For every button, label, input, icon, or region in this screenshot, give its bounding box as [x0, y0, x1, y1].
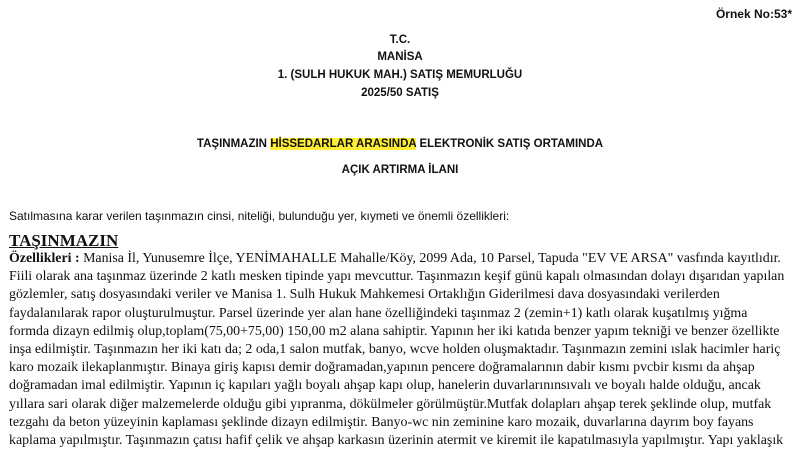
section-heading: TAŞINMAZIN — [9, 231, 119, 250]
description-line: faydalanılarak rapor oluşturulmuştur. Parsel üzerinde yer alan hane özelliğindeki taşınmaz 2 (zemin+1) katlı olarak kuşatılmış yığma — [9, 305, 748, 321]
description-line: formda dizayn edilmiş olup,toplam(75,00+75,00) 150,00 m2 alana sahiptir. Yapının her iki katıda benzer yapım tekniği ve benzer özellikte — [9, 323, 780, 339]
sample-number: Örnek No:53* — [715, 7, 792, 21]
notice-title — [0, 138, 800, 150]
title-highlight: HİSSEDARLAR ARASINDA — [270, 138, 417, 150]
description-line — [9, 250, 795, 268]
header-file-number: 2025/50 SATIŞ — [361, 87, 439, 99]
description-first-text: Manisa İl, Yunusemre İlçe, YENİMAHALLE Mahalle/Köy, 2099 Ada, 10 Parsel, Tapuda "EV VE ARSA" vasfında kayıtlıdır. — [79, 251, 781, 266]
description-line: karo mozaik ilekaplanmıştır. Binaya giriş kapısı demir doğramadan,yapının pencere doğramalarının dabir kısmı pvcbir kısmı da ahşap — [9, 360, 755, 376]
features-label: Özellikleri : — [9, 251, 80, 266]
intro-text: Satılmasına karar verilen taşınmazın cinsi, niteliği, bulunduğu yer, kıymeti ve önemli özellikleri: — [9, 209, 510, 223]
description-line: kaplama yapılmıştır. Taşınmazın çatısı hafif çelik ve ahşap karkasın üzerinin atermit ve kiremit ile kapatılmasıyla yapılmıştır. Yapı yaklaşık — [9, 433, 784, 449]
description-line: inşa edilmiştir. Taşınmazın her iki katı da; 2 oda,1 salon mutfak, banyo, wcve holden oluşmaktadır. Taşınmazın zemini ıslak hacimler hariç — [9, 342, 781, 358]
property-description — [9, 250, 795, 450]
notice-subtitle: AÇIK ARTIRMA İLANI — [341, 164, 459, 176]
description-line: gözlemler, satış dosyasındaki veriler ve Manisa 1. Sulh Hukuk Mahkemesi Ortaklığın Giderilmesi dava dosyasındaki verilerden — [9, 287, 720, 303]
title-part-1: TAŞINMAZIN — [196, 138, 271, 150]
description-line: Fiili olarak ana taşınmaz üzerinde 2 katlı mesken tipinde yapı mevcuttur. Taşınmazın keşif günü kapalı olmasından dolayı dışarıdan yapılan — [9, 269, 785, 285]
title-part-2: ELEKTRONİK SATIŞ ORTAMINDA — [416, 138, 604, 150]
description-line: tezgahı da beton yüzeyinin kaplaması şeklinde dizayn edilmiştir. Banyo-wc nin zeminine karo mozaik, duvarlarına dayrım boy fayans — [9, 414, 754, 430]
header-tc: T.C. — [389, 34, 411, 46]
header-city: MANİSA — [377, 51, 423, 63]
description-line: doğramadan imal edilmiştir. Yapının iç kapıları yağlı boyalı ahşap kapı olup, hanelerin duvarlarınınsıvalı ve boyalı halde olduğu, ancak — [9, 378, 761, 394]
header-office: 1. (SULH HUKUK MAH.) SATIŞ MEMURLUĞU — [277, 69, 523, 81]
description-line: yıllara sari olarak diğer malzemelerde olduğu gibi yıpranma, dökülmeler görülmüştür.Mutfak dolapları ahşap terek şeklinde olup, mutfak — [9, 396, 772, 412]
